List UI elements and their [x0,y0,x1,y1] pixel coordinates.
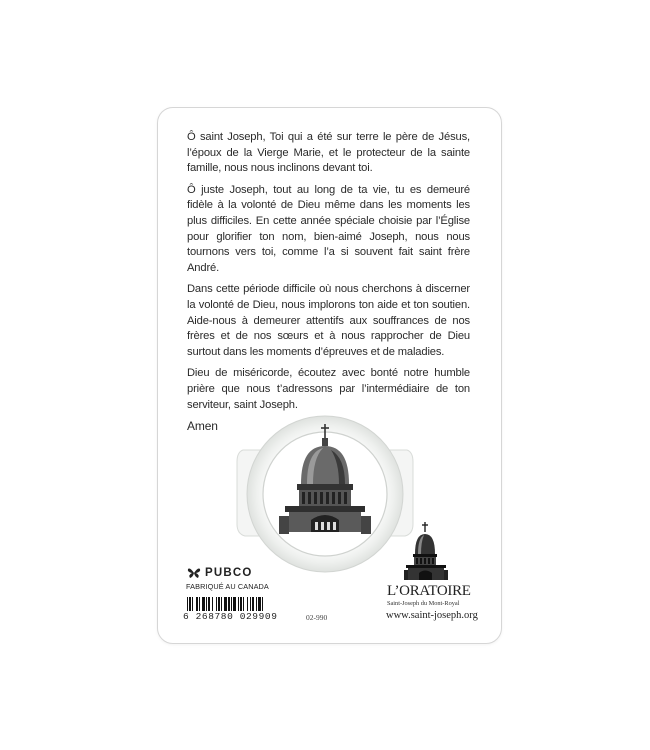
prayer-text [187,130,470,441]
oratoire-logo-icon [404,522,450,582]
pubco-brand [187,567,253,579]
prayer-paragraph: Ô juste Joseph, tout au long de ta vie, tu es demeuré fidèle à la volonté de Dieu même dans les moments les plus difficiles. En cette année spéciale choisie par l’Église pour glorifier ton nom, bien-aimé Joseph, nous nous tournons vers toi, comme l’a si souvent fait saint frère André. [187,183,470,274]
manufacturer-name: PUBCO [205,567,253,579]
website-link[interactable]: www.saint-joseph.org [386,610,478,621]
butterfly-icon [187,567,201,579]
made-in-label: FABRIQUÉ AU CANADA [186,582,269,591]
prayer-paragraph: Dieu de miséricorde, écoutez avec bonté notre humble prière que nous t’adressons par l’intermédiaire de ton serviteur, saint Joseph. [187,367,470,411]
prayer-closing: Amen [187,419,218,434]
prayer-paragraph: Dans cette période difficile où nous cherchons à discerner la volonté de Dieu, nous implorons ton aide et ton soutien. Aide-nous à demeurer attentifs aux souffrances de nos frères et de nos sœurs et à nous rapprocher de Dieu surtout dans les moments d’épreuves et de maladies. [187,283,470,358]
prayer-paragraph: Ô saint Joseph, Toi qui a été sur terre le père de Jésus, l’époux de la Vierge Marie, et le protecteur de la sainte famille, nous nous inclinons devant toi. [187,131,470,175]
oratoire-name: L’ORATOIRE [387,583,471,599]
barcode-number: 6 268780 029909 [183,611,278,622]
medal-holder [235,412,415,582]
oratoire-subtitle: Saint-Joseph du Mont-Royal [387,600,460,607]
product-code: 02-990 [306,613,328,622]
